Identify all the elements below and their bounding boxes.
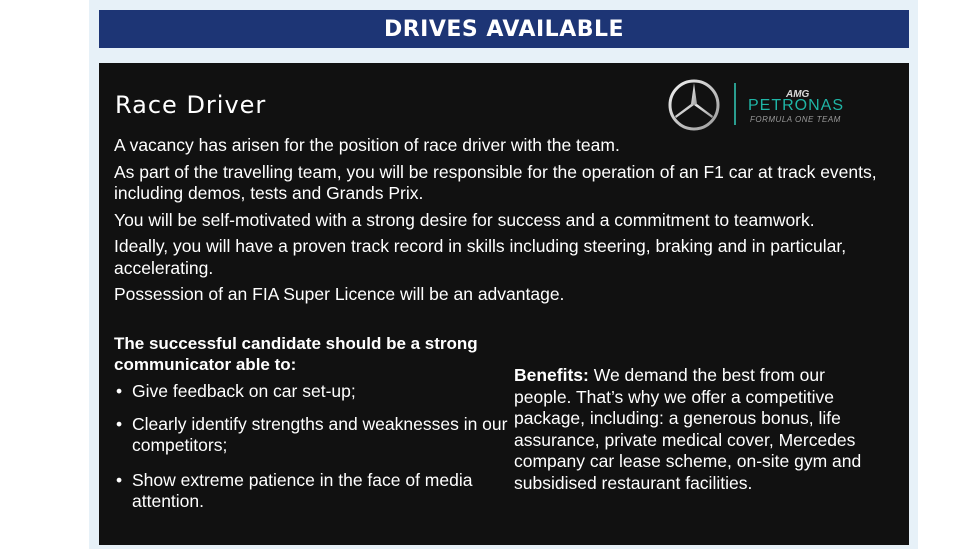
benefits-text: We demand the best from our people. That’s why we offer a competitive package, including: a generous bonus, life assurance, private medical cover, Mercedes company car lease scheme, on-site gym and subsidised restaurant facilities. [514,365,862,493]
job-title: Race Driver [115,91,267,119]
bullet-icon: • [116,381,123,401]
logo-petronas-text: PETRONAS [748,97,845,114]
list-item [114,381,514,403]
list-item [114,470,514,513]
logo-team-text: FORMULA ONE TEAM [750,115,841,124]
benefits-section [514,365,884,494]
requirements-list [114,381,514,513]
logo-amg-text: AMG [786,89,810,100]
mercedes-star-icon [666,77,722,133]
bullet-icon: • [116,413,123,434]
intro-paragraph: As part of the travelling team, you will be responsible for the operation of an F1 car at track events, including demos, tests and Grands Prix. [114,161,877,203]
job-advert-card [99,63,909,545]
header-banner [99,10,909,48]
intro-paragraph: A vacancy has arisen for the position of race driver with the team. [114,135,620,155]
intro-paragraph: Possession of an FIA Super Licence will be an advantage. [114,284,565,304]
logo-divider [734,83,736,125]
intro-paragraph: Ideally, you will have a proven track record in skills including steering, braking and in particular, accelerating. [114,236,847,278]
list-item-text: Give feedback on car set-up; [132,381,356,401]
team-logo [666,77,866,133]
intro-paragraph: You will be self-motivated with a strong desire for success and a commitment to teamwork. [114,209,815,230]
list-item-text: Clearly identify strengths and weaknesses in our competitors; [132,413,508,455]
list-item [114,414,514,457]
candidate-section [114,333,514,524]
intro-section [114,135,884,311]
list-item-text: Show extreme patience in the face of media attention. [132,469,473,511]
bullet-icon: • [116,469,123,490]
banner-title: DRIVES AVAILABLE [383,16,625,42]
candidate-heading: The successful candidate should be a strong communicator able to: [114,334,478,374]
benefits-label: Benefits: [514,365,589,385]
